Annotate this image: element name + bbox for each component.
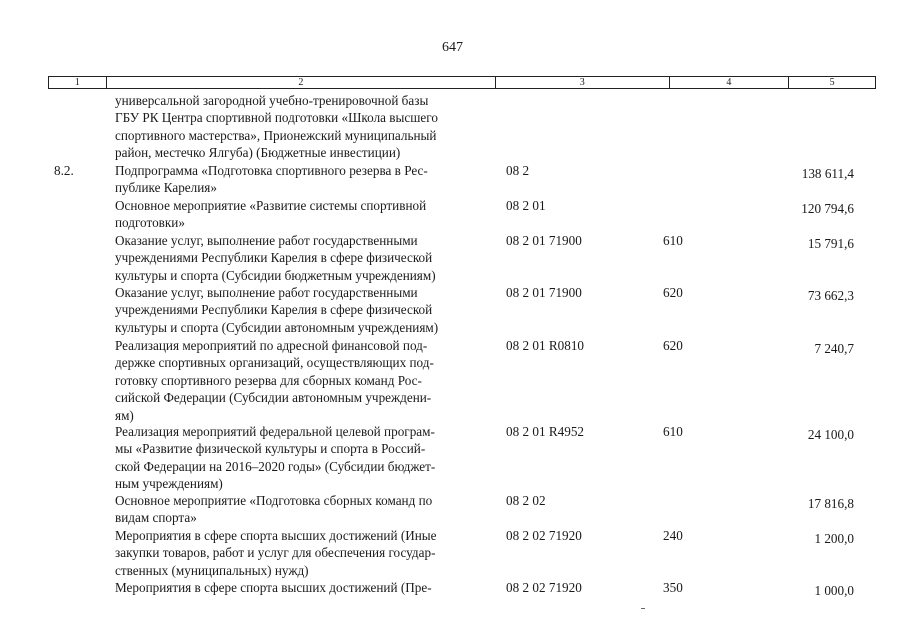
row-target-code: 08 2 01 71900: [506, 285, 582, 300]
row-name: Мероприятия в сфере спорта высших достижений (Иные закупки товаров, работ и услуг для обеспечения государ- ственных (муниципальных) нужд): [115, 528, 437, 578]
row-name: Основное мероприятие «Подготовка сборных команд по видам спорта»: [115, 493, 433, 526]
header-col-5: 5: [829, 77, 835, 88]
row-amount: 24 100,0: [807, 427, 854, 442]
row-target-code: 08 2 02: [506, 493, 546, 508]
row-name: Оказание услуг, выполнение работ государственными учреждениями Республики Карелия в сфере физической культуры и спорта (Субсидии бюджетным учреждениям): [115, 233, 436, 283]
row-name: Оказание услуг, выполнение работ государственными учреждениями Республики Карелия в сфере физической культуры и спорта (Субсидии автономным учреждениям): [115, 285, 439, 335]
row-amount: 1 200,0: [814, 531, 854, 546]
row-amount: 73 662,3: [807, 288, 854, 303]
row-name: Реализация мероприятий федеральной целевой програм- мы «Развитие физической культуры и спорта в Россий- ской Федерации на 2016–2020 годы» (Субсидии бюджет- ным учреждениям): [115, 424, 436, 492]
row-target-code: 08 2 01 71900: [506, 233, 582, 248]
row-expense-type: 620: [663, 285, 683, 300]
row-name: Реализация мероприятий по адресной финансовой под- держке спортивных организаций, осуществляющих под- готовку спортивного резерва для сборных команд Рос- сийской Федерации (Субсидии автономным учреждени- ям): [115, 338, 434, 423]
header-col-2: 2: [107, 77, 496, 88]
row-amount: 138 611,4: [801, 166, 854, 181]
header-col-4: 4: [670, 77, 790, 88]
row-expense-type: 240: [663, 528, 683, 543]
row-target-code: 08 2 02 71920: [506, 580, 582, 595]
row-name: Подпрограмма «Подготовка спортивного резерва в Рес- публике Карелия»: [115, 163, 428, 196]
row-expense-type: 610: [663, 233, 683, 248]
row-amount: 7 240,7: [814, 341, 854, 356]
row-amount: 120 794,6: [801, 201, 854, 216]
row-target-code: 08 2 01 R0810: [506, 338, 585, 353]
row-name: Основное мероприятие «Развитие системы спортивной подготовки»: [115, 198, 427, 231]
row-target-code: 08 2 01: [506, 198, 546, 213]
header-col-3: 3: [496, 77, 670, 88]
table-column-numbers-header: [48, 76, 876, 89]
page-number: 647: [442, 40, 463, 55]
row-expense-type: 620: [663, 338, 683, 353]
row-number: 8.2.: [54, 163, 74, 178]
row-amount: 17 816,8: [807, 496, 854, 511]
row-name: Мероприятия в сфере спорта высших достижений (Пре-: [115, 580, 432, 595]
row-target-code: 08 2 02 71920: [506, 528, 582, 543]
row-expense-type: 610: [663, 424, 683, 439]
row-target-code: 08 2 01 R4952: [506, 424, 585, 439]
row-amount: 15 791,6: [807, 236, 854, 251]
header-col-1: 1: [49, 77, 107, 88]
row-name: универсальной загородной учебно-тренировочной базы ГБУ РК Центра спортивной подготовки «Школа высшего спортивного мастерства», Прионежский муниципальный район, местечко Ялгуба) (Бюджетные инвестиции): [115, 93, 438, 161]
scan-speck: [641, 608, 645, 609]
row-expense-type: 350: [663, 580, 683, 595]
row-amount: 1 000,0: [814, 583, 854, 598]
row-target-code: 08 2: [506, 163, 530, 178]
